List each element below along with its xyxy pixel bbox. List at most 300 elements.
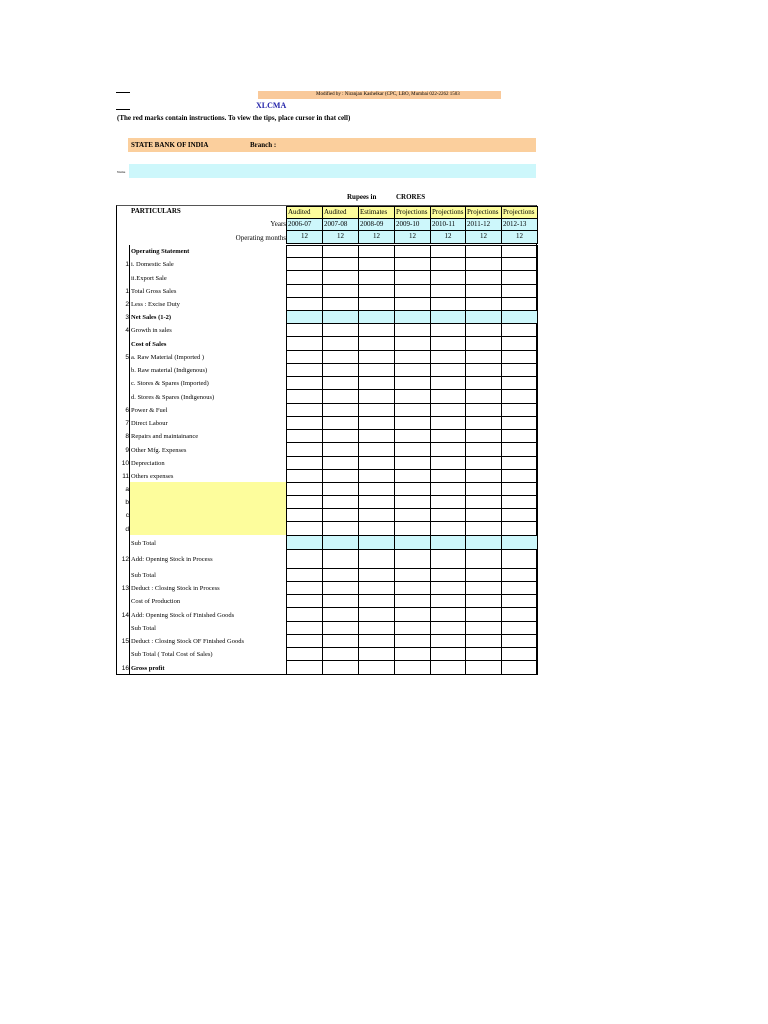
row-number: 6 bbox=[125, 407, 129, 414]
data-cell[interactable] bbox=[430, 648, 466, 661]
row-number: 4 bbox=[125, 327, 129, 334]
table-row bbox=[286, 608, 537, 622]
modified-by-note: Modified by : Niranjan Kashelkar (CPC, LBO, Mumbai 022-2262 1503 bbox=[258, 91, 501, 99]
table-row bbox=[286, 298, 537, 311]
data-cell[interactable] bbox=[358, 457, 395, 470]
data-cell[interactable] bbox=[465, 622, 502, 635]
data-cell[interactable] bbox=[465, 245, 502, 258]
data-cell[interactable] bbox=[501, 522, 538, 536]
data-cell[interactable] bbox=[322, 457, 359, 470]
row-label: Net Sales (1-2) bbox=[131, 314, 172, 321]
data-cell[interactable] bbox=[501, 285, 538, 298]
column-status-header: Audited bbox=[322, 206, 359, 219]
row-number: 15 bbox=[121, 638, 129, 645]
data-cell[interactable] bbox=[286, 661, 323, 675]
data-cell[interactable] bbox=[465, 550, 502, 569]
data-cell[interactable] bbox=[501, 569, 538, 582]
years-label: Years bbox=[270, 220, 286, 228]
data-cell[interactable] bbox=[465, 443, 502, 457]
row-label: Gross profit bbox=[131, 664, 165, 672]
row-label: Add: Opening Stock of Finished Goods bbox=[131, 611, 235, 619]
data-cell[interactable] bbox=[430, 377, 466, 390]
data-cell[interactable] bbox=[322, 417, 359, 430]
data-cell[interactable] bbox=[501, 311, 538, 324]
data-cell[interactable] bbox=[286, 457, 323, 470]
table-row bbox=[286, 245, 537, 258]
data-cell[interactable] bbox=[501, 509, 538, 522]
data-cell[interactable] bbox=[394, 635, 431, 648]
data-cell[interactable] bbox=[430, 509, 466, 522]
data-cell[interactable] bbox=[358, 648, 395, 661]
data-cell[interactable] bbox=[358, 271, 395, 285]
data-cell[interactable] bbox=[394, 390, 431, 404]
table-row bbox=[286, 443, 537, 457]
row-label: i. Domestic Sale bbox=[131, 261, 174, 268]
column-months-header[interactable]: 12 bbox=[501, 230, 538, 244]
data-cell[interactable] bbox=[394, 509, 431, 522]
bank-name: STATE BANK OF INDIA bbox=[131, 141, 209, 149]
column-months-header[interactable]: 12 bbox=[286, 230, 323, 244]
data-cell[interactable] bbox=[322, 582, 359, 595]
data-cell[interactable] bbox=[322, 470, 359, 483]
data-cell[interactable] bbox=[501, 608, 538, 622]
data-cell[interactable] bbox=[465, 582, 502, 595]
bank-bar bbox=[128, 138, 536, 152]
data-cell[interactable] bbox=[322, 661, 359, 675]
table-row bbox=[286, 285, 537, 298]
data-cell[interactable] bbox=[465, 608, 502, 622]
data-cell[interactable] bbox=[286, 377, 323, 390]
data-cell[interactable] bbox=[322, 285, 359, 298]
row-number: b bbox=[125, 499, 129, 506]
data-cell[interactable] bbox=[358, 258, 395, 271]
data-cell[interactable] bbox=[430, 536, 466, 550]
data-cell[interactable] bbox=[394, 417, 431, 430]
data-cell[interactable] bbox=[430, 337, 466, 351]
data-cell[interactable] bbox=[322, 245, 359, 258]
data-cell[interactable] bbox=[501, 430, 538, 443]
data-cell[interactable] bbox=[394, 483, 431, 496]
data-cell[interactable] bbox=[465, 311, 502, 324]
data-cell[interactable] bbox=[430, 311, 466, 324]
data-cell[interactable] bbox=[322, 364, 359, 377]
row-label: Sub Total bbox=[131, 625, 156, 632]
data-cell[interactable] bbox=[358, 509, 395, 522]
data-cell[interactable] bbox=[501, 245, 538, 258]
data-cell[interactable] bbox=[358, 351, 395, 364]
data-cell[interactable] bbox=[358, 285, 395, 298]
column-months-header[interactable]: 12 bbox=[465, 230, 502, 244]
table-row bbox=[286, 635, 537, 648]
data-cell[interactable] bbox=[394, 457, 431, 470]
data-cell[interactable] bbox=[286, 258, 323, 271]
data-cell[interactable] bbox=[358, 536, 395, 550]
data-cell[interactable] bbox=[394, 608, 431, 622]
data-cell[interactable] bbox=[465, 377, 502, 390]
data-cell[interactable] bbox=[430, 569, 466, 582]
row-label: Add: Opening Stock in Process bbox=[131, 556, 213, 563]
data-cell[interactable] bbox=[501, 417, 538, 430]
data-cell[interactable] bbox=[501, 550, 538, 569]
data-cell[interactable] bbox=[501, 536, 538, 550]
data-cell[interactable] bbox=[322, 536, 359, 550]
data-cell[interactable] bbox=[501, 258, 538, 271]
data-cell[interactable] bbox=[501, 390, 538, 404]
data-cell[interactable] bbox=[465, 470, 502, 483]
data-cell[interactable] bbox=[430, 635, 466, 648]
data-cell[interactable] bbox=[501, 443, 538, 457]
data-cell[interactable] bbox=[358, 298, 395, 311]
data-cell[interactable] bbox=[286, 595, 323, 608]
data-cell[interactable] bbox=[358, 569, 395, 582]
data-cell[interactable] bbox=[286, 509, 323, 522]
data-cell[interactable] bbox=[286, 608, 323, 622]
row-label: c. Stores & Spares (Imported) bbox=[131, 380, 209, 387]
data-cell[interactable] bbox=[394, 443, 431, 457]
data-cell[interactable] bbox=[465, 351, 502, 364]
data-cell[interactable] bbox=[430, 443, 466, 457]
data-cell[interactable] bbox=[286, 324, 323, 337]
data-cell[interactable] bbox=[394, 377, 431, 390]
row-number: 1 bbox=[125, 261, 129, 268]
data-cell[interactable] bbox=[286, 351, 323, 364]
column-year-header[interactable]: 2006-07 bbox=[286, 218, 323, 231]
data-cell[interactable] bbox=[501, 298, 538, 311]
column-status-header: Projections bbox=[394, 206, 431, 219]
dash-line bbox=[116, 109, 130, 110]
particulars-header: PARTICULARS bbox=[131, 207, 181, 215]
data-cell[interactable] bbox=[394, 351, 431, 364]
data-cell[interactable] bbox=[322, 311, 359, 324]
data-cell[interactable] bbox=[394, 595, 431, 608]
data-cell[interactable] bbox=[430, 245, 466, 258]
data-cell[interactable] bbox=[358, 245, 395, 258]
data-cell[interactable] bbox=[501, 457, 538, 470]
currency-label: Rupees in bbox=[347, 193, 377, 201]
data-cell[interactable] bbox=[322, 337, 359, 351]
data-cell[interactable] bbox=[465, 404, 502, 417]
name-input-cell[interactable] bbox=[129, 164, 536, 178]
data-cell[interactable] bbox=[465, 661, 502, 675]
data-cell[interactable] bbox=[358, 324, 395, 337]
data-cell[interactable] bbox=[465, 417, 502, 430]
column-months-header[interactable]: 12 bbox=[430, 230, 466, 244]
instructions-text: (The red marks contain instructions. To view the tips, place cursor in that cell) bbox=[117, 114, 351, 122]
table-row bbox=[286, 311, 537, 324]
data-cell[interactable] bbox=[322, 404, 359, 417]
data-cell[interactable] bbox=[286, 298, 323, 311]
data-cell[interactable] bbox=[286, 648, 323, 661]
data-cell[interactable] bbox=[465, 364, 502, 377]
column-months-header[interactable]: 12 bbox=[358, 230, 395, 244]
data-cell[interactable] bbox=[358, 443, 395, 457]
data-cell[interactable] bbox=[286, 404, 323, 417]
data-cell[interactable] bbox=[286, 443, 323, 457]
data-cell[interactable] bbox=[465, 569, 502, 582]
row-label: Deduct : Closing Stock in Process bbox=[131, 585, 220, 592]
data-cell[interactable] bbox=[501, 496, 538, 509]
data-cell[interactable] bbox=[430, 364, 466, 377]
data-cell[interactable] bbox=[322, 569, 359, 582]
data-cell[interactable] bbox=[286, 390, 323, 404]
data-cell[interactable] bbox=[322, 522, 359, 536]
data-cell[interactable] bbox=[430, 324, 466, 337]
row-number: 1 bbox=[125, 288, 129, 295]
data-cell[interactable] bbox=[358, 622, 395, 635]
data-cell[interactable] bbox=[322, 595, 359, 608]
data-cell[interactable] bbox=[286, 337, 323, 351]
data-cell[interactable] bbox=[322, 635, 359, 648]
column-status-header: Projections bbox=[465, 206, 502, 219]
column-year-header[interactable]: 2007-08 bbox=[322, 218, 359, 231]
table-row bbox=[286, 417, 537, 430]
data-cell[interactable] bbox=[430, 483, 466, 496]
data-cell[interactable] bbox=[430, 622, 466, 635]
data-cell[interactable] bbox=[286, 550, 323, 569]
table-row bbox=[286, 324, 537, 337]
data-cell[interactable] bbox=[394, 337, 431, 351]
data-cell[interactable] bbox=[358, 661, 395, 675]
data-cell[interactable] bbox=[430, 661, 466, 675]
data-cell[interactable] bbox=[501, 648, 538, 661]
data-cell[interactable] bbox=[286, 496, 323, 509]
data-cell[interactable] bbox=[322, 496, 359, 509]
data-cell[interactable] bbox=[358, 417, 395, 430]
data-cell[interactable] bbox=[322, 351, 359, 364]
data-cell[interactable] bbox=[430, 457, 466, 470]
data-cell[interactable] bbox=[430, 470, 466, 483]
data-cell[interactable] bbox=[465, 390, 502, 404]
table-row bbox=[286, 648, 537, 661]
data-cell[interactable] bbox=[501, 364, 538, 377]
data-cell[interactable] bbox=[465, 496, 502, 509]
data-cell[interactable] bbox=[358, 404, 395, 417]
data-cell[interactable] bbox=[358, 390, 395, 404]
data-cell[interactable] bbox=[430, 390, 466, 404]
data-cell[interactable] bbox=[501, 337, 538, 351]
data-cell[interactable] bbox=[465, 285, 502, 298]
row-number: 11 bbox=[122, 473, 129, 480]
data-cell[interactable] bbox=[394, 622, 431, 635]
column-status-header: Estimates bbox=[358, 206, 395, 219]
data-cell[interactable] bbox=[430, 550, 466, 569]
data-cell[interactable] bbox=[286, 271, 323, 285]
data-cell[interactable] bbox=[286, 245, 323, 258]
data-cell[interactable] bbox=[394, 550, 431, 569]
data-cell[interactable] bbox=[465, 509, 502, 522]
table-row bbox=[286, 536, 537, 550]
data-cell[interactable] bbox=[394, 536, 431, 550]
data-cell[interactable] bbox=[286, 582, 323, 595]
data-cell[interactable] bbox=[465, 430, 502, 443]
data-cell[interactable] bbox=[465, 258, 502, 271]
data-cell[interactable] bbox=[430, 258, 466, 271]
data-cell[interactable] bbox=[286, 522, 323, 536]
table-row bbox=[286, 470, 537, 483]
data-cell[interactable] bbox=[358, 337, 395, 351]
data-cell[interactable] bbox=[465, 648, 502, 661]
row-label: Depreciation bbox=[131, 460, 165, 467]
data-cell[interactable] bbox=[501, 351, 538, 364]
data-cell[interactable] bbox=[394, 470, 431, 483]
data-cell[interactable] bbox=[501, 622, 538, 635]
column-year-header[interactable]: 2008-09 bbox=[358, 218, 395, 231]
data-cell[interactable] bbox=[465, 298, 502, 311]
row-number: d bbox=[125, 525, 129, 533]
row-label: d. Stores & Spares (Indigenous) bbox=[131, 393, 215, 401]
data-cell[interactable] bbox=[358, 582, 395, 595]
data-cell[interactable] bbox=[501, 404, 538, 417]
data-cell[interactable] bbox=[322, 550, 359, 569]
data-cell[interactable] bbox=[394, 364, 431, 377]
data-cell[interactable] bbox=[430, 496, 466, 509]
data-cell[interactable] bbox=[394, 271, 431, 285]
column-status-header: Projections bbox=[430, 206, 466, 219]
table-row bbox=[286, 522, 537, 536]
data-cell[interactable] bbox=[430, 271, 466, 285]
row-number: 7 bbox=[125, 420, 129, 427]
data-cell[interactable] bbox=[322, 430, 359, 443]
row-label: a. Raw Material (Imported ) bbox=[131, 354, 205, 361]
data-cell[interactable] bbox=[501, 470, 538, 483]
data-cell[interactable] bbox=[322, 298, 359, 311]
data-cell[interactable] bbox=[430, 351, 466, 364]
data-cell[interactable] bbox=[394, 569, 431, 582]
data-cell[interactable] bbox=[358, 470, 395, 483]
data-cell[interactable] bbox=[465, 324, 502, 337]
data-cell[interactable] bbox=[358, 595, 395, 608]
data-cell[interactable] bbox=[501, 271, 538, 285]
data-cell[interactable] bbox=[322, 509, 359, 522]
data-cell[interactable] bbox=[430, 582, 466, 595]
table-row bbox=[286, 569, 537, 582]
data-cell[interactable] bbox=[358, 430, 395, 443]
data-cell[interactable] bbox=[465, 595, 502, 608]
data-cell[interactable] bbox=[286, 311, 323, 324]
data-cell[interactable] bbox=[322, 648, 359, 661]
data-cell[interactable] bbox=[322, 483, 359, 496]
data-cell[interactable] bbox=[465, 635, 502, 648]
data-cell[interactable] bbox=[286, 430, 323, 443]
data-cell[interactable] bbox=[394, 430, 431, 443]
data-cell[interactable] bbox=[322, 324, 359, 337]
other-expenses-input-area[interactable] bbox=[130, 482, 286, 535]
row-number: c bbox=[125, 512, 129, 519]
data-cell[interactable] bbox=[394, 258, 431, 271]
data-cell[interactable] bbox=[394, 245, 431, 258]
row-number: 8 bbox=[125, 433, 129, 440]
data-cell[interactable] bbox=[501, 324, 538, 337]
data-cell[interactable] bbox=[430, 608, 466, 622]
data-cell[interactable] bbox=[430, 298, 466, 311]
row-label: Operating Statement bbox=[131, 248, 190, 255]
table-row bbox=[286, 457, 537, 470]
data-cell[interactable] bbox=[394, 522, 431, 536]
data-cell[interactable] bbox=[322, 271, 359, 285]
row-number: 13 bbox=[121, 585, 129, 592]
data-cell[interactable] bbox=[394, 311, 431, 324]
data-cell[interactable] bbox=[394, 324, 431, 337]
data-cell[interactable] bbox=[501, 377, 538, 390]
data-cell[interactable] bbox=[358, 635, 395, 648]
data-cell[interactable] bbox=[394, 285, 431, 298]
data-cell[interactable] bbox=[465, 337, 502, 351]
data-cell[interactable] bbox=[286, 470, 323, 483]
data-cell[interactable] bbox=[322, 377, 359, 390]
data-cell[interactable] bbox=[501, 483, 538, 496]
row-number: 10 bbox=[121, 460, 129, 467]
data-cell[interactable] bbox=[430, 430, 466, 443]
data-cell[interactable] bbox=[430, 404, 466, 417]
table-row bbox=[286, 661, 537, 675]
table-row bbox=[286, 271, 537, 285]
data-cell[interactable] bbox=[501, 582, 538, 595]
column-year-header[interactable]: 2012-13 bbox=[501, 218, 538, 231]
data-cell[interactable] bbox=[394, 404, 431, 417]
branch-label: Branch : bbox=[250, 141, 277, 149]
data-cell[interactable] bbox=[286, 536, 323, 550]
column-year-header[interactable]: 2011-12 bbox=[465, 218, 502, 231]
data-cell[interactable] bbox=[286, 483, 323, 496]
table-row bbox=[286, 509, 537, 522]
data-cell[interactable] bbox=[358, 550, 395, 569]
data-cell[interactable] bbox=[501, 635, 538, 648]
data-cell[interactable] bbox=[358, 496, 395, 509]
row-number: 12 bbox=[121, 556, 129, 563]
data-cell[interactable] bbox=[465, 483, 502, 496]
data-cell[interactable] bbox=[394, 298, 431, 311]
column-year-header[interactable]: 2010-11 bbox=[430, 218, 466, 231]
data-cell[interactable] bbox=[394, 582, 431, 595]
column-year-header[interactable]: 2009-10 bbox=[394, 218, 431, 231]
data-cell[interactable] bbox=[358, 377, 395, 390]
data-cell[interactable] bbox=[394, 661, 431, 675]
data-cell[interactable] bbox=[322, 258, 359, 271]
data-cell[interactable] bbox=[358, 483, 395, 496]
data-cell[interactable] bbox=[286, 622, 323, 635]
row-label: Total Gross Sales bbox=[131, 288, 177, 295]
data-cell[interactable] bbox=[286, 417, 323, 430]
data-cell[interactable] bbox=[286, 635, 323, 648]
data-cell[interactable] bbox=[430, 285, 466, 298]
data-cell[interactable] bbox=[430, 595, 466, 608]
data-cell[interactable] bbox=[465, 271, 502, 285]
data-cell[interactable] bbox=[358, 364, 395, 377]
data-cell[interactable] bbox=[430, 522, 466, 536]
data-cell[interactable] bbox=[465, 457, 502, 470]
data-cell[interactable] bbox=[322, 622, 359, 635]
data-cell[interactable] bbox=[394, 496, 431, 509]
data-cell[interactable] bbox=[286, 285, 323, 298]
data-cell[interactable] bbox=[358, 311, 395, 324]
data-cell[interactable] bbox=[465, 536, 502, 550]
data-cell[interactable] bbox=[322, 390, 359, 404]
table-row bbox=[286, 483, 537, 496]
data-cell[interactable] bbox=[322, 608, 359, 622]
column-months-header[interactable]: 12 bbox=[394, 230, 431, 244]
data-cell[interactable] bbox=[286, 364, 323, 377]
data-cell[interactable] bbox=[322, 443, 359, 457]
column-months-header[interactable]: 12 bbox=[322, 230, 359, 244]
data-cell[interactable] bbox=[394, 648, 431, 661]
data-cell[interactable] bbox=[501, 595, 538, 608]
data-cell[interactable] bbox=[358, 608, 395, 622]
data-cell[interactable] bbox=[430, 417, 466, 430]
data-cell[interactable] bbox=[501, 661, 538, 675]
data-cell[interactable] bbox=[465, 522, 502, 536]
data-cell[interactable] bbox=[286, 569, 323, 582]
data-cell[interactable] bbox=[358, 522, 395, 536]
